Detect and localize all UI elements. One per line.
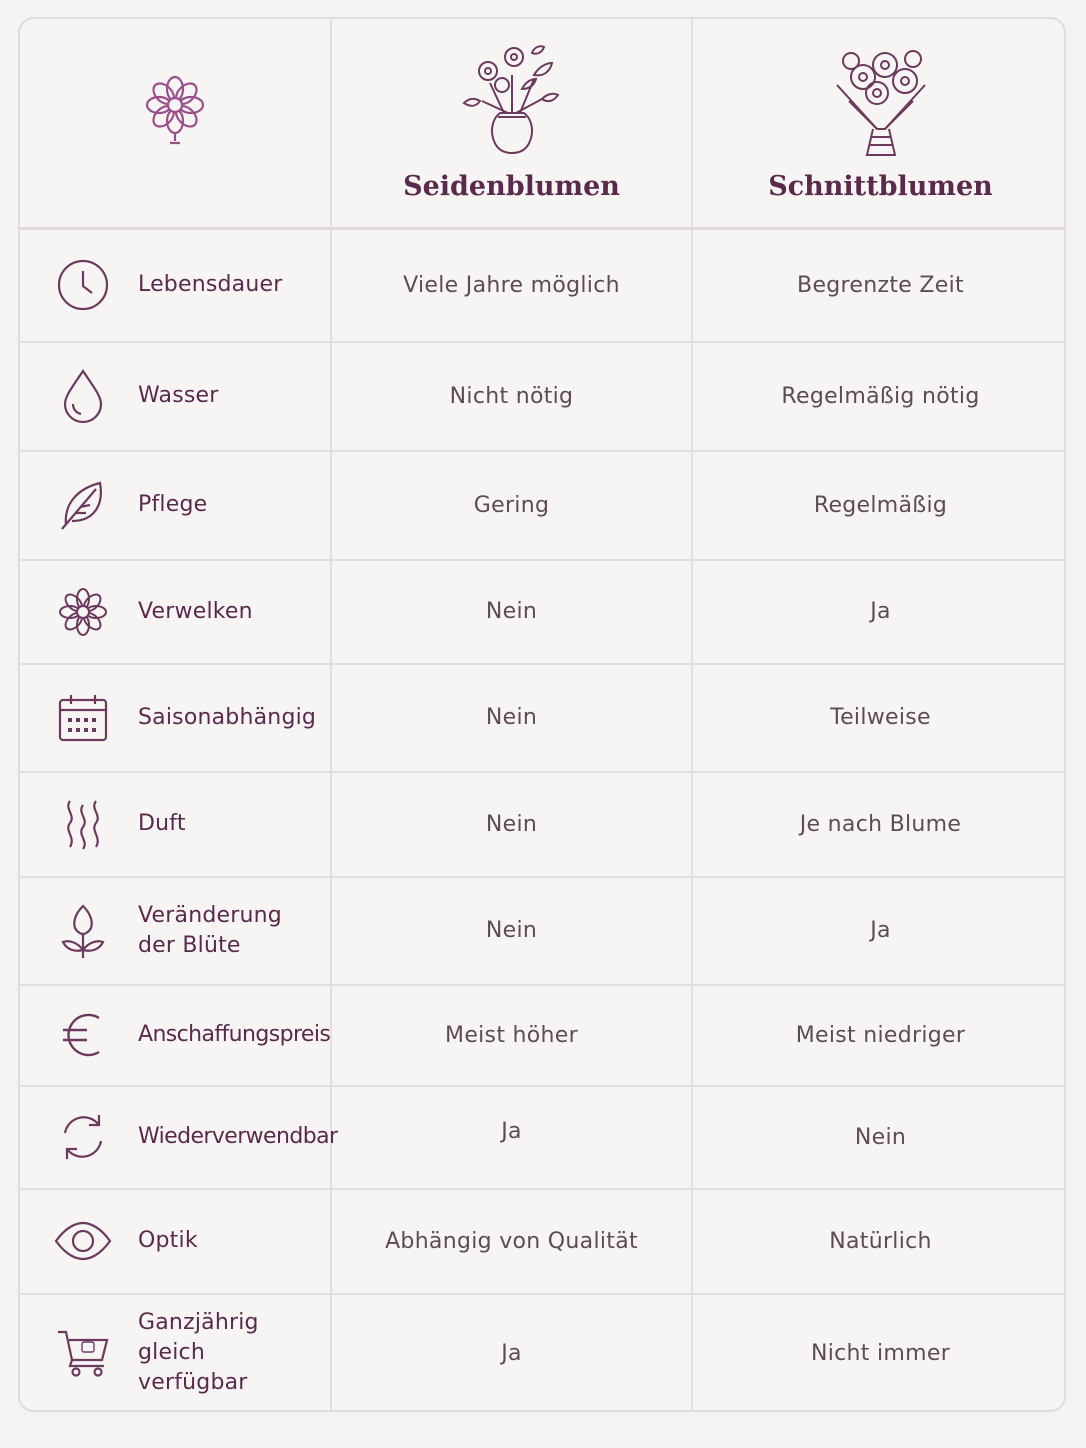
eye-icon (54, 1212, 112, 1270)
comparison-table (20, 19, 1066, 1412)
feature-label: Lebensdauer (138, 272, 283, 298)
column-title-seidenblumen: Seidenblumen (403, 171, 620, 202)
calendar-icon (54, 689, 112, 747)
schnitt-value: Ja (692, 560, 1066, 664)
feature-label: Veränderung der Blüte (138, 902, 282, 958)
schnitt-value: Regelmäßig (692, 451, 1066, 560)
flower-icon (54, 583, 112, 641)
water-drop-icon (54, 367, 112, 425)
table-row (20, 985, 1066, 1086)
clock-icon (54, 256, 112, 314)
vase-bouquet-icon (332, 41, 691, 159)
feature-cell (20, 451, 331, 560)
schnitt-value: Meist niedriger (692, 985, 1066, 1086)
bouquet-icon (693, 41, 1066, 159)
comparison-card (18, 17, 1066, 1412)
table-row (20, 877, 1066, 985)
table-row (20, 1086, 1066, 1189)
seiden-value: Meist höher (331, 985, 692, 1086)
seiden-value: Nein (331, 560, 692, 664)
table-row (20, 451, 1066, 560)
feature-cell (20, 664, 331, 772)
seiden-value: Abhängig von Qualität (331, 1189, 692, 1294)
feature-cell (20, 1086, 338, 1189)
feature-label: Pflege (138, 492, 208, 517)
schnitt-value: Natürlich (692, 1189, 1066, 1294)
table-row (20, 1294, 1066, 1412)
table-row (20, 560, 1066, 664)
seiden-value: Gering (331, 451, 692, 560)
schnitt-value: Teilweise (692, 664, 1066, 772)
feature-cell (20, 1294, 331, 1412)
header-logo-cell (20, 19, 331, 229)
feature-label: Saisonabhängig (138, 704, 317, 730)
feature-label: Duft (138, 811, 186, 836)
seiden-value: Nein (331, 877, 692, 985)
seiden-value: Ja (331, 1294, 692, 1412)
schnitt-value: Je nach Blume (692, 772, 1066, 877)
flower-icon (139, 132, 211, 151)
feature-cell (20, 1189, 331, 1294)
seiden-value: Nein (331, 664, 692, 772)
table-row (20, 229, 1066, 342)
euro-icon (54, 1006, 112, 1064)
leaf-icon (54, 476, 112, 534)
feature-label: Anschaffungspreis (138, 1022, 331, 1047)
seiden-value: Viele Jahre möglich (331, 229, 692, 342)
feature-label: Optik (138, 1228, 198, 1253)
table-header-row (20, 19, 1066, 229)
schnitt-value: Regelmäßig nötig (692, 342, 1066, 451)
schnitt-value: Nicht immer (810, 1340, 951, 1366)
refresh-icon (54, 1108, 112, 1166)
scent-waves-icon (54, 795, 112, 853)
seiden-value: Nein (331, 772, 692, 877)
feature-label: Wasser (138, 383, 219, 408)
schnitt-value: Begrenzte Zeit (692, 229, 1066, 342)
feature-cell (20, 229, 331, 342)
tulip-bud-icon (54, 902, 112, 960)
schnitt-value: Nein (692, 1086, 1066, 1189)
feature-label: Verwelken (138, 598, 253, 624)
table-row (20, 772, 1066, 877)
feature-cell (20, 772, 331, 877)
table-row (20, 1189, 1066, 1294)
table-row (20, 342, 1066, 451)
feature-cell (20, 985, 331, 1086)
seiden-value: Ja (331, 1086, 692, 1189)
feature-cell (20, 877, 331, 985)
feature-label: Ganzjährig gleich verfügbar (138, 1310, 259, 1395)
column-header-schnittblumen (692, 19, 1066, 229)
seiden-value: Nicht nötig (331, 342, 692, 451)
feature-cell (20, 342, 331, 451)
feature-label: Wiederverwendbar (138, 1124, 338, 1149)
table-row (20, 664, 1066, 772)
shopping-cart-icon (54, 1324, 112, 1382)
column-title-schnittblumen: Schnittblumen (768, 171, 993, 202)
feature-cell (20, 560, 331, 664)
schnitt-value: Ja (692, 877, 1066, 985)
column-header-seidenblumen (331, 19, 692, 229)
